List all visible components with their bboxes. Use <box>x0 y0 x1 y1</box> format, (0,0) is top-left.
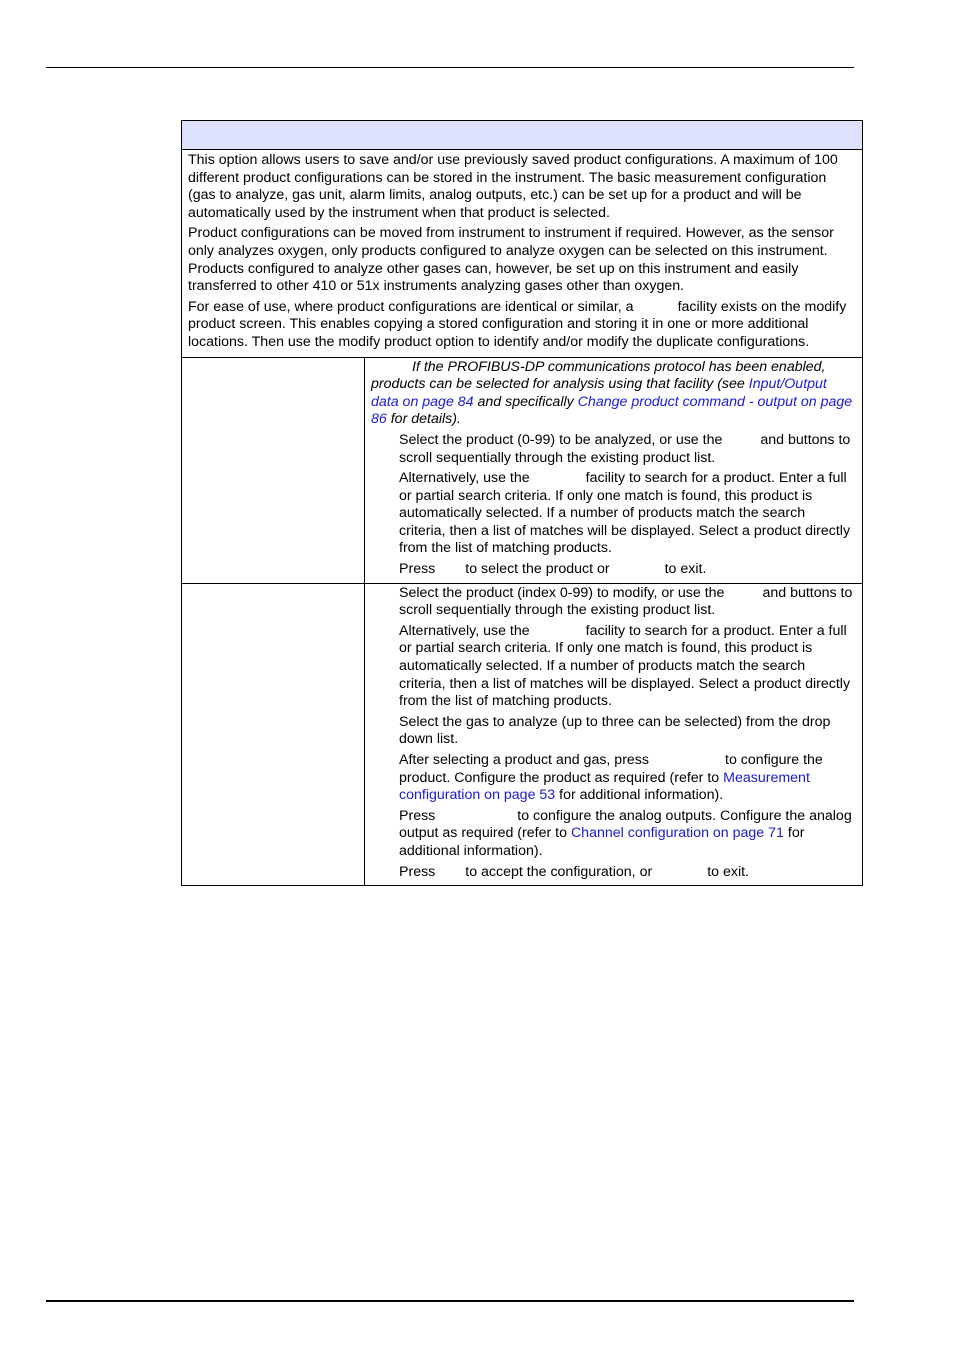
table-row-select-product <box>182 358 862 584</box>
step-select-gas: Select the gas to analyze (up to three can be selected) from the drop down list. <box>399 713 831 748</box>
product-configuration-table <box>181 120 863 886</box>
step-configure-product: After selecting a product and gas, press to configure the product. Configure the product as required (refer to Measurement configuration on page 53 for additional information). <box>399 752 823 804</box>
step-search-product: Alternatively, use the facility to search for a product. Enter a full or partial search criteria. If only one match is found, this product is automatically selected. If a number of products match the search criteria, then a list of matches will be displayed. Select a product directly from the list of matching products. <box>399 470 851 557</box>
intro-paragraph-2: Product configurations can be moved from instrument to instrument if required. However, as the sensor only analyzes oxygen, only products configured to analyze oxygen can be selected on this instrument. Products configured to analyze other gases can, however, be set up on this instrument and easily transferred to other 410 or 51x instruments analyzing gases other than oxygen. <box>188 225 834 295</box>
profibus-note: If the PROFIBUS-DP communications protocol has been enabled, products can be selected for analysis using that facility (see Input/Output data on page 84 and specifically Change product command - output on page 86 for details). <box>371 358 853 428</box>
step-select-product: Select the product (0-99) to be analyzed, or use the and buttons to scroll sequentially through the existing product list. <box>399 431 851 466</box>
change-product-command-link[interactable]: Change product command - output on page 86 <box>371 393 853 428</box>
input-output-link[interactable]: Input/Output data on page 84 <box>371 376 827 410</box>
table-row-modify-product <box>182 584 862 886</box>
channel-configuration-link[interactable]: Channel configuration on page 71 <box>570 825 784 842</box>
row-label-cell <box>182 358 365 583</box>
table-header <box>182 121 862 150</box>
intro-cell <box>182 150 862 358</box>
row-content-cell <box>365 358 862 583</box>
step-search-product: Alternatively, use the facility to search for a product. Enter a full or partial search criteria. If only one match is found, this product is automatically selected. If a number of products match the search criteria, then a list of matches will be displayed. Select a product directly from the list of matching products. <box>399 622 851 710</box>
step-configure-outputs: Press to configure the analog outputs. Configure the analog output as required (refer to Channel configuration on page 71 for additional information). <box>399 807 852 859</box>
measurement-configuration-link[interactable]: Measurement configuration on page 53 <box>399 769 810 804</box>
bottom-rule <box>46 1300 854 1302</box>
intro-paragraph-1: This option allows users to save and/or use previously saved product configurations. A maximum of 100 different product configurations can be stored in the instrument. The basic measurement configuration (gas to analyze, gas unit, alarm limits, analog outputs, etc.) can be set up for a product and will be automatically used by the instrument when that product is selected. <box>188 152 838 221</box>
top-rule <box>46 67 854 68</box>
row-content-cell <box>365 584 862 886</box>
row-label-cell <box>182 584 365 886</box>
step-select-index: Select the product (index 0-99) to modify, or use the and buttons to scroll sequentially through the existing product list. <box>399 584 853 619</box>
step-accept-configuration: Press to accept the configuration, or to exit. <box>399 863 749 880</box>
intro-paragraph-3: For ease of use, where product configurations are identical or similar, a facility exists on the modify product screen. This enables copying a stored configuration and storing it in one or more additional locations. Then use the modify product option to identify and/or modify the duplicate configurations. <box>188 298 847 350</box>
step-press-select: Press to select the product or to exit. <box>399 561 707 578</box>
